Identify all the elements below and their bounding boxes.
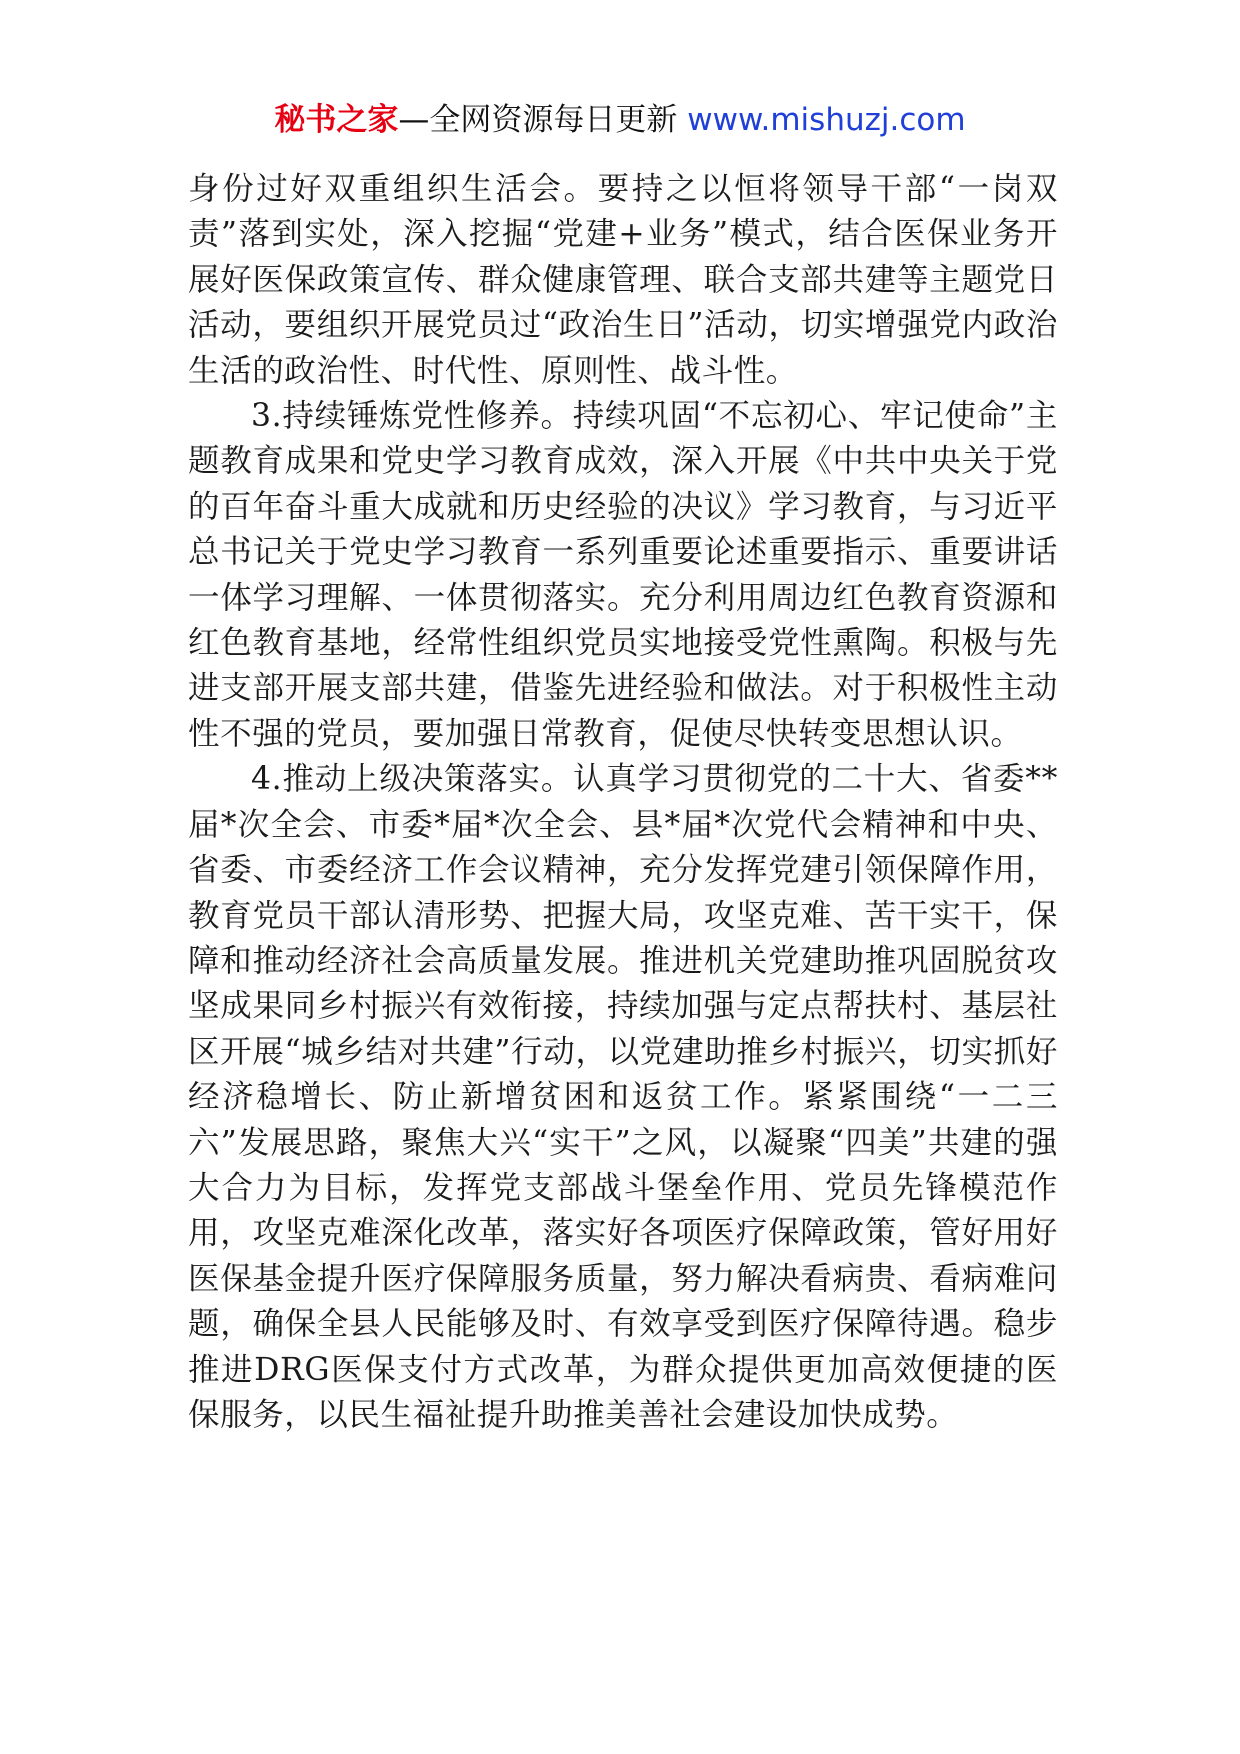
document-body (188, 167, 1058, 1438)
paragraph-decision-implementation: 4.推动上级决策落实。认真学习贯彻党的二十大、省委**届*次全会、市委*届*次全会、县*届*次党代会精神和中央、省委、市委经济工作会议精神，充分发挥党建引领保障作用，教育党员干部认清形势、把握大局，攻坚克难、苦干实干，保障和推动经济社会高质量发展。推进机关党建助推巩固脱贫攻坚成果同乡村振兴有效衔接，持续加强与定点帮扶村、基层社区开展“城乡结对共建”行动，以党建助推乡村振兴，切实抓好经济稳增长、防止新增贫困和返贫工作。紧紧围绕“一二三六”发展思路，聚焦大兴“实干”之风，以凝聚“四美”共建的强大合力为目标，发挥党支部战斗堡垒作用、党员先锋模范作用，攻坚克难深化改革，落实好各项医疗保障政策，管好用好医保基金提升医疗保障服务质量，努力解决看病贵、看病难问题，确保全县人民能够及时、有效享受到医疗保障待遇。稳步推进DRG医保支付方式改革，为群众提供更加高效便捷的医保服务，以民生福祉提升助推美善社会建设加快成势。 (188, 761, 1058, 1433)
paragraph-party-cultivation: 3.持续锤炼党性修养。持续巩固“不忘初心、牢记使命”主题教育成果和党史学习教育成效，深入开展《中共中央关于党的百年奋斗重大成就和历史经验的决议》学习教育，与习近平总书记关于党史学习教育一系列重要论述重要指示、重要讲话一体学习理解、一体贯彻落实。充分利用周边红色教育资源和红色教育基地，经常性组织党员实地接受党性熏陶。积极与先进支部开展支部共建，借鉴先进经验和做法。对于积极性主动性不强的党员，要加强日常教育，促使尽快转变思想认识。 (188, 398, 1058, 752)
page-header (0, 98, 1240, 142)
website-link[interactable]: www.mishuzj.com (687, 102, 966, 138)
header-slogan: —全网资源每日更新 (398, 102, 678, 138)
paragraph-continuation: 身份过好双重组织生活会。要持之以恒将领导干部“一岗双责”落到实处，深入挖掘“党建+业务”模式，结合医保业务开展好医保政策宣传、群众健康管理、联合支部共建等主题党日活动，要组织开展党员过“政治生日”活动，切实增强党内政治生活的政治性、时代性、原则性、战斗性。 (188, 171, 1058, 389)
brand-name: 秘书之家 (274, 102, 399, 138)
